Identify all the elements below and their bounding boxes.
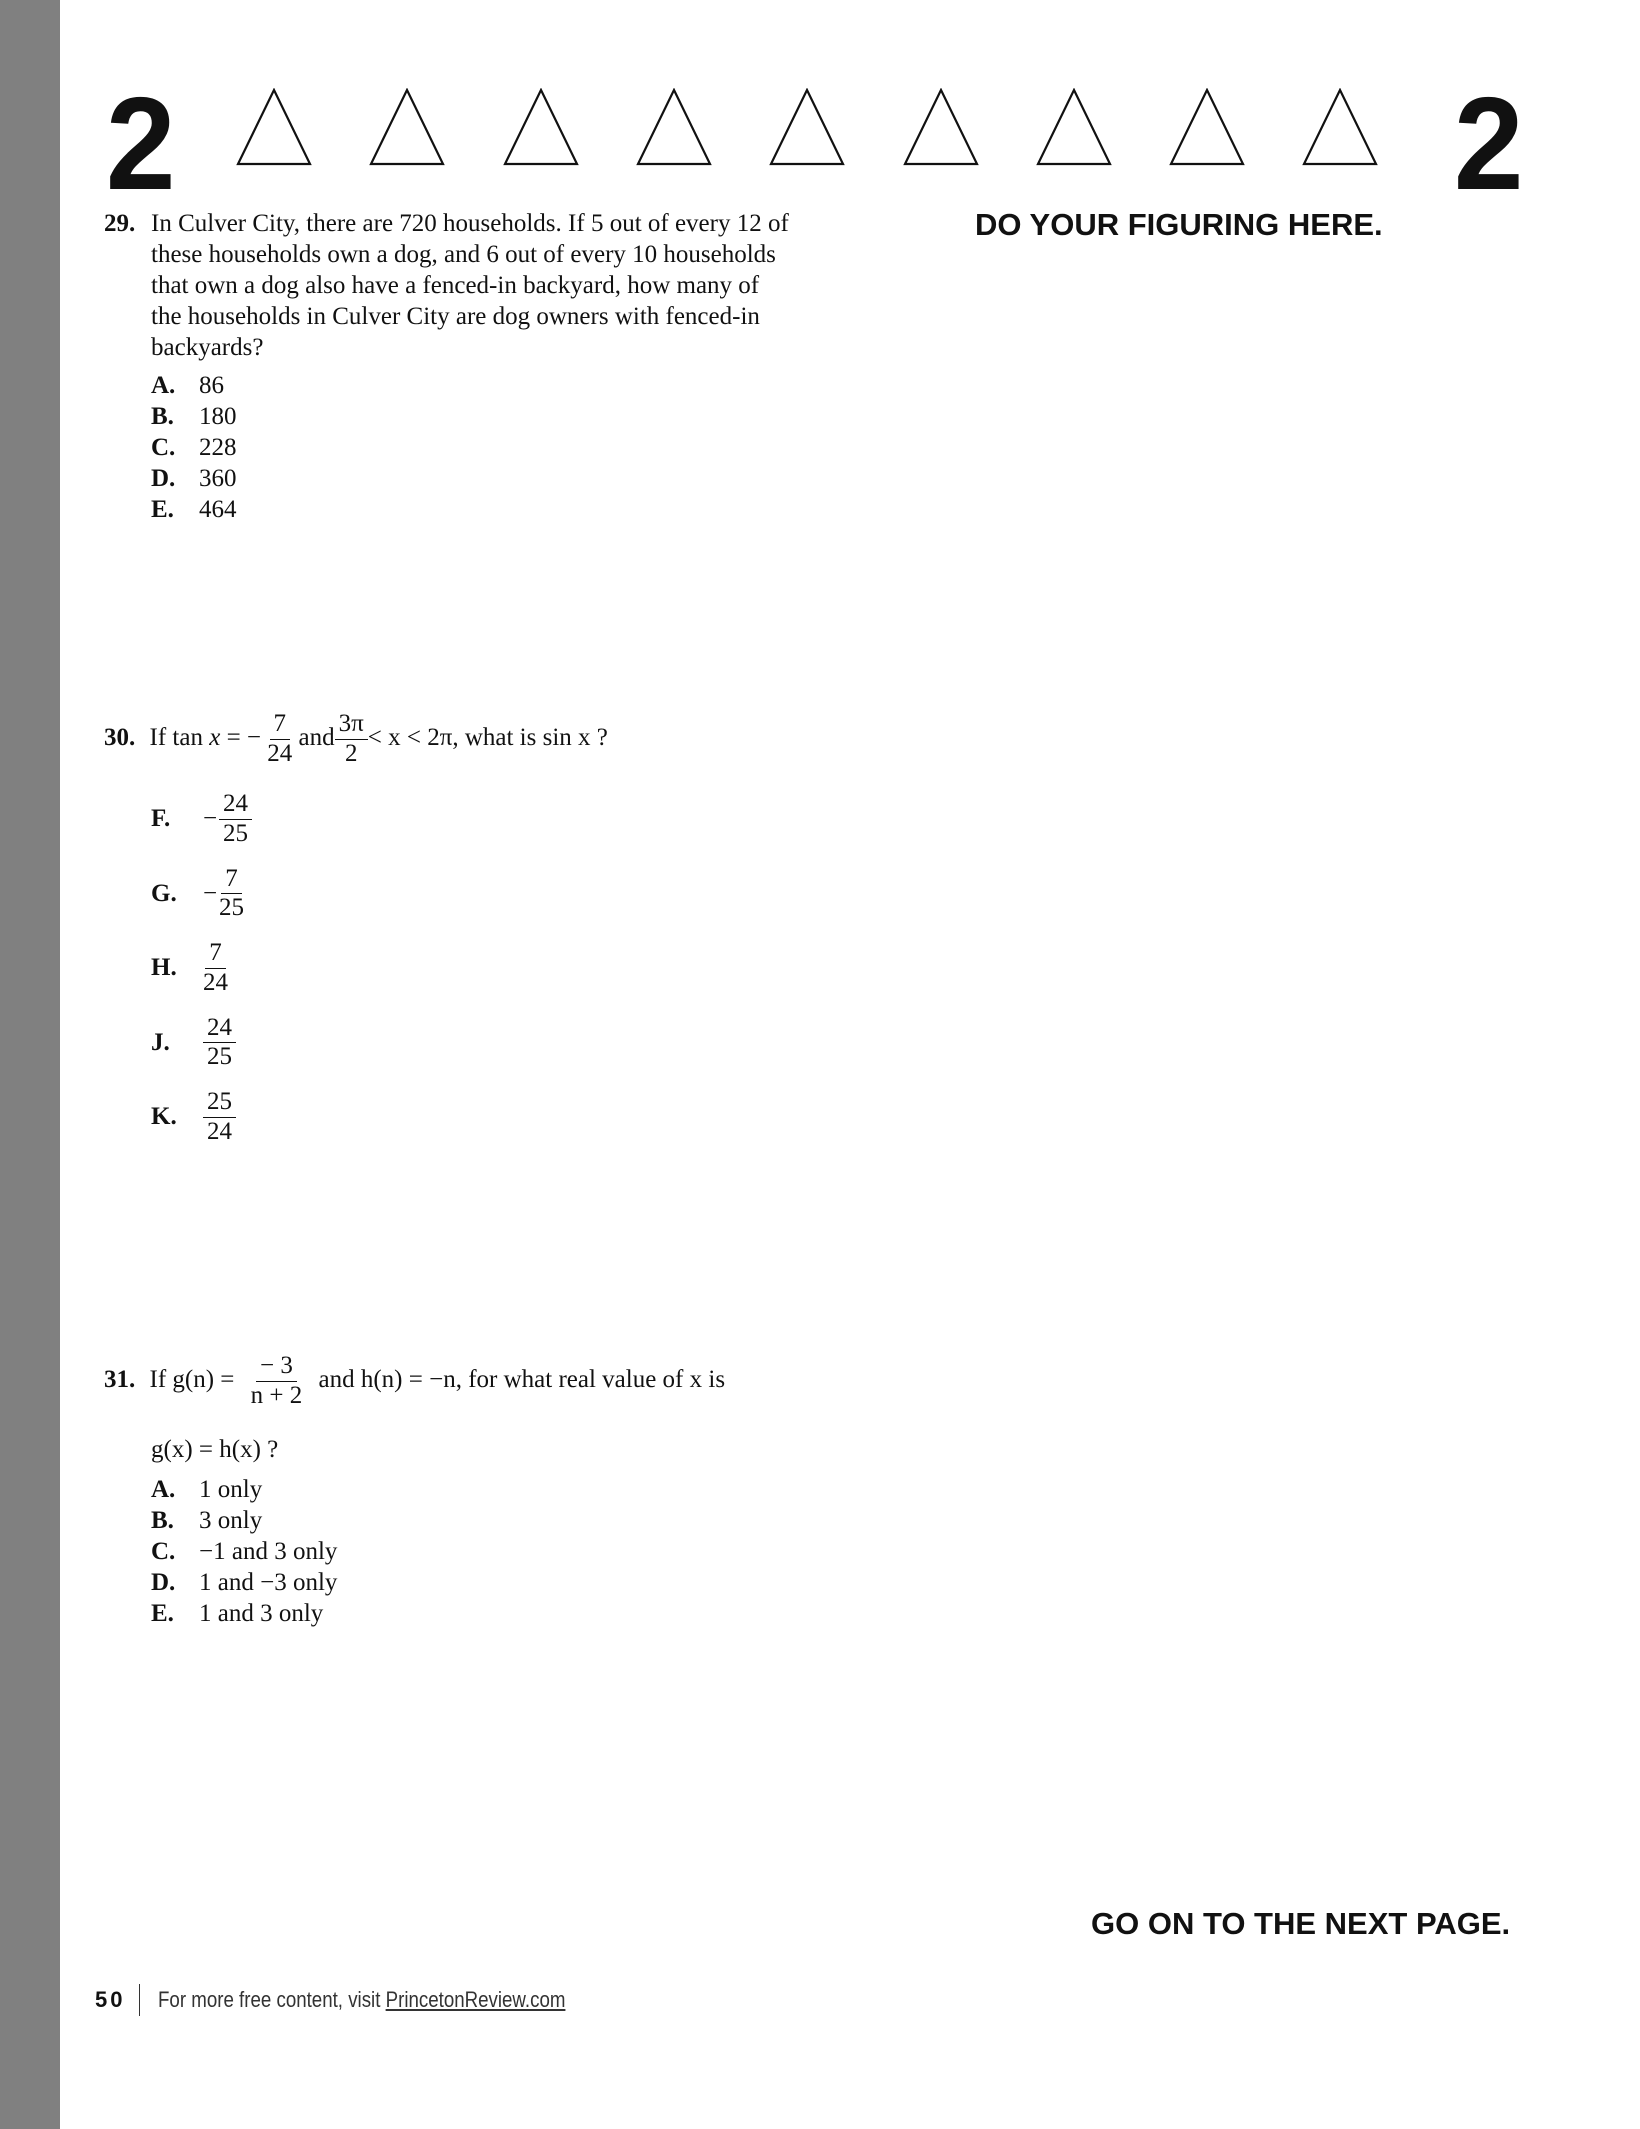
answer-choice[interactable] (151, 372, 224, 400)
answer-choice[interactable] (151, 1507, 262, 1535)
choice-label: C. (151, 434, 176, 461)
variable: x (209, 723, 221, 751)
denominator: 25 (223, 819, 248, 847)
choice-label: H. (151, 954, 177, 982)
answer-choice[interactable] (151, 1088, 236, 1147)
choice-label: A. (151, 372, 176, 399)
page-edge-bar (0, 0, 60, 2129)
question-text: and h(n) = −n, for what real value of x is (318, 1365, 726, 1393)
choice-value: 1 only (199, 1476, 263, 1503)
answer-choice[interactable] (151, 865, 244, 924)
question-text: < x < 2π, what is sin x ? (367, 723, 608, 751)
fraction (267, 710, 292, 769)
numerator: 24 (219, 790, 252, 820)
numerator: 25 (203, 1088, 236, 1118)
triangle-icon (1302, 88, 1378, 166)
answer-choice[interactable] (151, 1476, 262, 1504)
choice-value: 3 only (199, 1507, 263, 1534)
question-30 (104, 710, 608, 769)
choice-value: 228 (199, 434, 237, 461)
page-number: 50 (95, 1987, 126, 2012)
numerator: 7 (221, 865, 242, 895)
answer-choice[interactable] (151, 1538, 337, 1566)
choice-label: G. (151, 879, 177, 907)
numerator: 7 (270, 710, 291, 740)
footer-caption: For more free content, visit (158, 1987, 381, 2012)
fraction (335, 710, 368, 769)
answer-choice[interactable] (151, 434, 237, 462)
next-page-label: GO ON TO THE NEXT PAGE. (1091, 1906, 1511, 1941)
choice-label: A. (151, 1476, 176, 1503)
choice-label: E. (151, 1600, 174, 1627)
question-number: 31. (104, 1365, 136, 1393)
denominator: 2 (344, 739, 358, 767)
fraction (251, 1352, 303, 1411)
denominator: 24 (267, 739, 293, 767)
triangle-icon (903, 88, 979, 166)
denominator: 25 (219, 894, 244, 922)
choice-label: B. (151, 1507, 174, 1534)
question-text-line: backyards? (151, 334, 264, 361)
choice-label: J. (151, 1028, 170, 1056)
answer-choice[interactable] (151, 1569, 337, 1597)
princeton-review-link[interactable]: PrincetonReview.com (386, 1987, 566, 2012)
footer (95, 1984, 638, 2016)
choice-value: −1 and 3 only (199, 1538, 338, 1565)
choice-value: 86 (199, 372, 224, 399)
question-text-line: these households own a dog, and 6 out of every 10 households (151, 241, 776, 268)
choice-label: F. (151, 805, 171, 833)
equals: = (226, 723, 241, 751)
triangle-icon (503, 88, 579, 166)
denominator: 24 (207, 1117, 232, 1145)
choice-label: E. (151, 496, 174, 523)
question-31 (104, 1352, 780, 1411)
numerator: 7 (205, 939, 226, 969)
denominator: n + 2 (250, 1381, 303, 1409)
minus-sign: − (203, 805, 218, 833)
triangle-icon (769, 88, 845, 166)
triangle-icon (1036, 88, 1112, 166)
triangle-icon (369, 88, 445, 166)
minus-sign: − (203, 879, 218, 907)
question-text: and (298, 723, 335, 751)
question-number: 30. (104, 723, 136, 751)
denominator: 24 (203, 968, 228, 996)
question-text: If tan (149, 723, 203, 751)
numerator: 24 (203, 1014, 236, 1044)
question-29 (104, 208, 794, 363)
fraction (219, 790, 252, 849)
choice-value: 464 (199, 496, 237, 523)
fraction (203, 1014, 236, 1073)
numerator: 3π (335, 710, 368, 740)
triangle-icon (236, 88, 312, 166)
question-text-line: In Culver City, there are 720 households. If 5 out of every 12 of (151, 210, 789, 237)
footer-divider (139, 1984, 140, 2016)
answer-choice[interactable] (151, 496, 237, 524)
choice-value: 1 and 3 only (199, 1600, 324, 1627)
answer-choice[interactable] (151, 1600, 323, 1628)
question-text-line: the households in Culver City are dog owners with fenced-in (151, 303, 760, 330)
question-number: 29. (104, 210, 136, 237)
section-number-right: 2 (1453, 70, 1524, 217)
footer-text (158, 1987, 565, 2013)
question-text: g(x) = h(x) ? (151, 1436, 279, 1463)
triangle-icon (1169, 88, 1245, 166)
fraction (203, 1088, 236, 1147)
answer-choice[interactable] (151, 790, 252, 849)
choice-value: 360 (199, 465, 237, 492)
choice-label: D. (151, 465, 176, 492)
figuring-label: DO YOUR FIGURING HERE. (975, 207, 1383, 242)
choice-label: C. (151, 1538, 176, 1565)
question-text-line: that own a dog also have a fenced-in backyard, how many of (151, 272, 760, 299)
choice-label: D. (151, 1569, 176, 1596)
choice-label: K. (151, 1103, 177, 1131)
answer-choice[interactable] (151, 1014, 236, 1073)
fraction (219, 865, 244, 924)
answer-choice[interactable] (151, 403, 237, 431)
answer-choice[interactable] (151, 939, 228, 998)
choice-value: 1 and −3 only (199, 1569, 338, 1596)
answer-choice[interactable] (151, 465, 237, 493)
denominator: 25 (207, 1043, 232, 1071)
section-number-left: 2 (105, 70, 176, 217)
choice-value: 180 (199, 403, 237, 430)
question-text: If g(n) = (149, 1365, 235, 1393)
numerator: − 3 (256, 1352, 297, 1382)
triangle-icon (636, 88, 712, 166)
choice-label: B. (151, 403, 174, 430)
fraction (203, 939, 228, 998)
minus-sign: − (246, 723, 262, 751)
